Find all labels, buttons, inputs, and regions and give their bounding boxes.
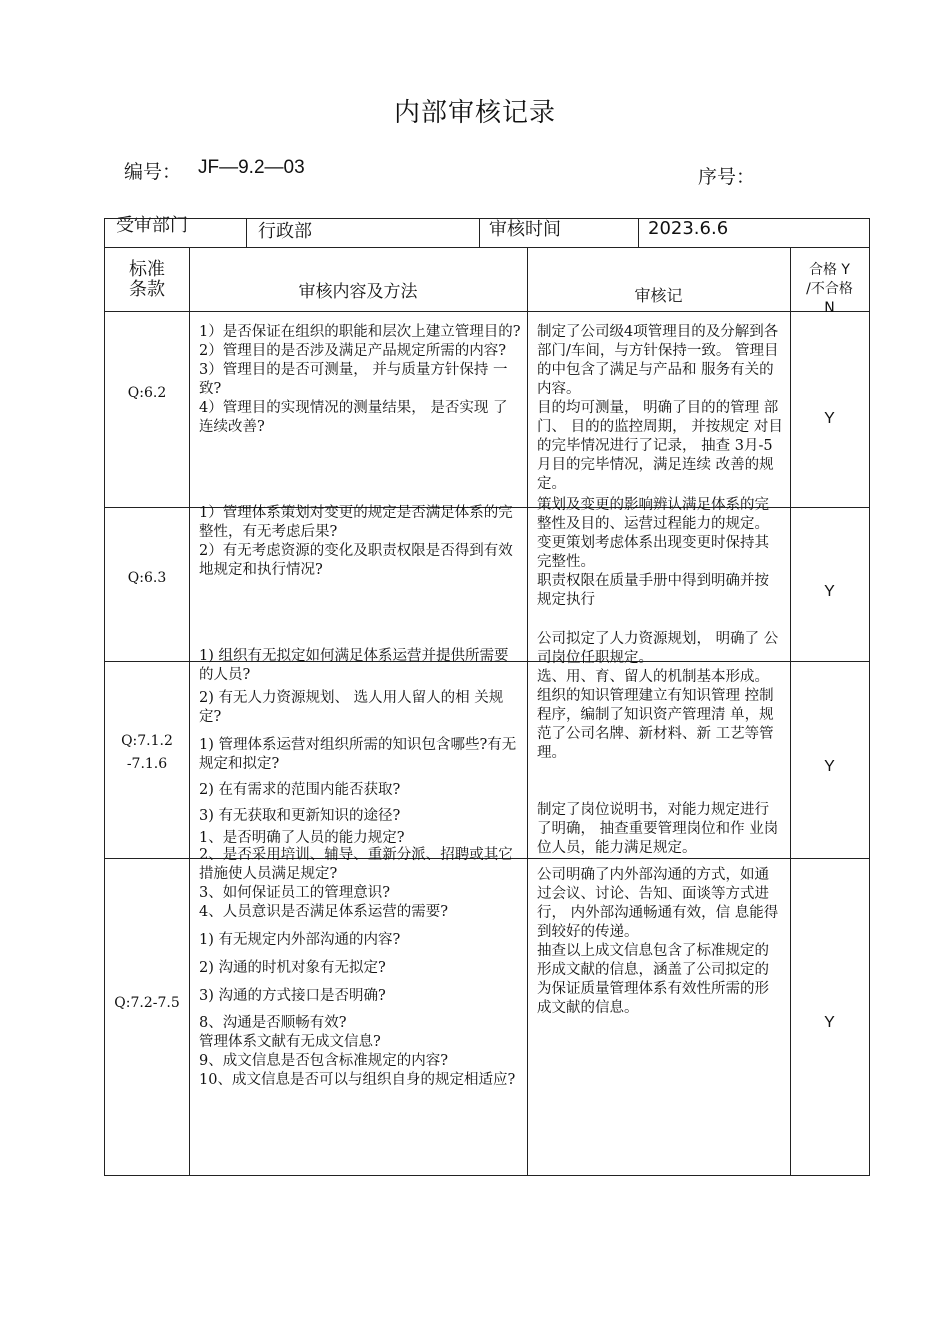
content-cell bbox=[199, 846, 521, 1090]
content-cell bbox=[199, 647, 521, 848]
seq-label: 序号： bbox=[698, 166, 756, 188]
page-title: 内部审核记录 bbox=[393, 98, 556, 128]
col-header-result: 合格 Y /不合格 N bbox=[806, 262, 853, 316]
content-item: 3) 沟通的方式接口是否明确? bbox=[199, 988, 386, 1004]
record-item: 抽查以上成文信息包含了标准规定的形成文献的信息，涵盖了公司拟定的为保证质量管理体系有效性所需的形成文献的信息。 bbox=[537, 943, 769, 1016]
record-item: 公司拟定了人力资源规划， 明确了 公司岗位任职规定。 bbox=[537, 631, 779, 666]
content-item: 10、成文信息是否可以与组织自身的规定相适应? bbox=[199, 1072, 516, 1088]
time-value: 2023.6.6 bbox=[648, 218, 729, 239]
record-item: 制定了岗位说明书，对能力规定进行了明确， 抽查重要管理岗位和作 业岗位人员，能力满足规定。 bbox=[537, 802, 779, 856]
content-item: 1) 组织有无拟定如何满足体系运营并提供所需要的人员? bbox=[199, 648, 509, 683]
record-item: 变更策划考虑体系出现变更时保持其完整性。 bbox=[537, 535, 769, 570]
col-header-clause: 标准 条款 bbox=[129, 259, 165, 300]
content-item: 2）管理目的是否涉及满足产品规定所需的内容? bbox=[199, 343, 506, 359]
record-cell bbox=[537, 496, 783, 610]
content-item: 2、是否采用培训、辅导、重新分派、招聘或其它措施使人员满足规定? bbox=[199, 847, 513, 882]
record-item: 职责权限在质量手册中得到明确并按规定执行 bbox=[537, 573, 769, 608]
table-border bbox=[104, 311, 870, 312]
result-cell: Y bbox=[824, 1014, 835, 1031]
content-item: 管理体系文献有无成文信息? bbox=[199, 1034, 381, 1050]
dept-label: 受审部门 bbox=[116, 215, 188, 236]
content-item: 4）管理目的实现情况的测量结果， 是否实现 了连续改善? bbox=[199, 400, 508, 435]
record-cell bbox=[537, 866, 783, 1018]
table-border bbox=[104, 1175, 870, 1176]
content-item: 3）管理目的是否可测量， 并与质量方针保持 一致? bbox=[199, 362, 508, 397]
clause-cell: Q:7.2-7.5 bbox=[114, 995, 180, 1011]
content-item: 3、如何保证员工的管理意识? bbox=[199, 885, 390, 901]
table-border bbox=[104, 247, 870, 248]
table-border bbox=[790, 247, 791, 1175]
record-item: 策划及变更的影响辨认满足体系的完整性及目的、运营过程能力的规定。 bbox=[537, 497, 769, 532]
table-border bbox=[104, 218, 870, 219]
clause-cell: Q:6.3 bbox=[127, 570, 167, 586]
record-item: 公司明确了内外部沟通的方式，如通过会议、讨论、告知、面谈等方式进行， 内外部沟通畅通有效，信 息能得到较好的传递。 bbox=[537, 867, 779, 940]
result-cell: Y bbox=[824, 758, 835, 775]
table-border bbox=[246, 218, 247, 247]
table-border bbox=[869, 218, 870, 1175]
result-cell: Y bbox=[824, 410, 835, 427]
clause-cell: Q:7.1.2 -7.1.6 bbox=[121, 733, 173, 772]
content-cell bbox=[199, 323, 521, 437]
table-border bbox=[527, 247, 528, 1175]
record-cell bbox=[537, 630, 783, 858]
col-header-record: 审核记 bbox=[634, 286, 683, 305]
dept-value: 行政部 bbox=[258, 221, 312, 242]
content-item: 2) 有无人力资源规划、 选人用人留人的相 关规定? bbox=[199, 690, 504, 725]
content-item: 9、成文信息是否包含标准规定的内容? bbox=[199, 1053, 448, 1069]
table-border bbox=[104, 218, 105, 1175]
col-header-content: 审核内容及方法 bbox=[298, 282, 418, 302]
content-item: 1）是否保证在组织的职能和层次上建立管理目的? bbox=[199, 324, 521, 340]
table-border bbox=[638, 218, 639, 247]
content-item: 2）有无考虑资源的变化及职责权限是否得到有效地规定和执行情况? bbox=[199, 543, 513, 578]
code-label: 编号： bbox=[124, 161, 182, 183]
content-item: 1) 有无规定内外部沟通的内容? bbox=[199, 932, 401, 948]
time-label: 审核时间 bbox=[489, 219, 561, 240]
content-item: 1）管理体系策划对变更的规定是否满足体系的完整性，有无考虑后果? bbox=[199, 505, 513, 540]
content-item: 8、沟通是否顺畅有效? bbox=[199, 1015, 347, 1031]
record-item: 目的均可测量， 明确了目的的管理 部门、 目的的监控周期， 并按规定 对目的完毕情况进行了记录， 抽查 3月-5月目的完毕情况，满足连续 改善的规定。 bbox=[537, 400, 783, 492]
content-cell bbox=[199, 504, 521, 580]
content-item: 2) 在有需求的范围内能否获取? bbox=[199, 782, 401, 798]
clause-cell: Q:6.2 bbox=[127, 385, 167, 401]
result-cell: Y bbox=[824, 583, 835, 600]
content-item: 1) 管理体系运营对组织所需的知识包含哪些?有无规定和拟定? bbox=[199, 737, 517, 772]
record-item: 选、用、育、留人的机制基本形成。 组织的知识管理建立有知识管理 控制程序，编制了知识资产管理清 单，规范了公司名牌、新材料、新 工艺等管理。 bbox=[537, 669, 774, 761]
code-value: JF—9.2—03 bbox=[198, 157, 305, 178]
content-item: 4、人员意识是否满足体系运营的需要? bbox=[199, 904, 448, 920]
table-border bbox=[479, 218, 480, 247]
content-item: 3) 有无获取和更新知识的途径? bbox=[199, 808, 401, 824]
content-item: 2) 沟通的时机对象有无拟定? bbox=[199, 960, 386, 976]
record-item: 制定了公司级4项管理目的及分解到各部门/车间，与方针保持一致。 管理目的中包含了满足与产品和 服务有关的内容。 bbox=[537, 324, 779, 397]
record-cell bbox=[537, 323, 783, 494]
content-item: 1、是否明确了人员的能力规定? bbox=[199, 830, 405, 846]
